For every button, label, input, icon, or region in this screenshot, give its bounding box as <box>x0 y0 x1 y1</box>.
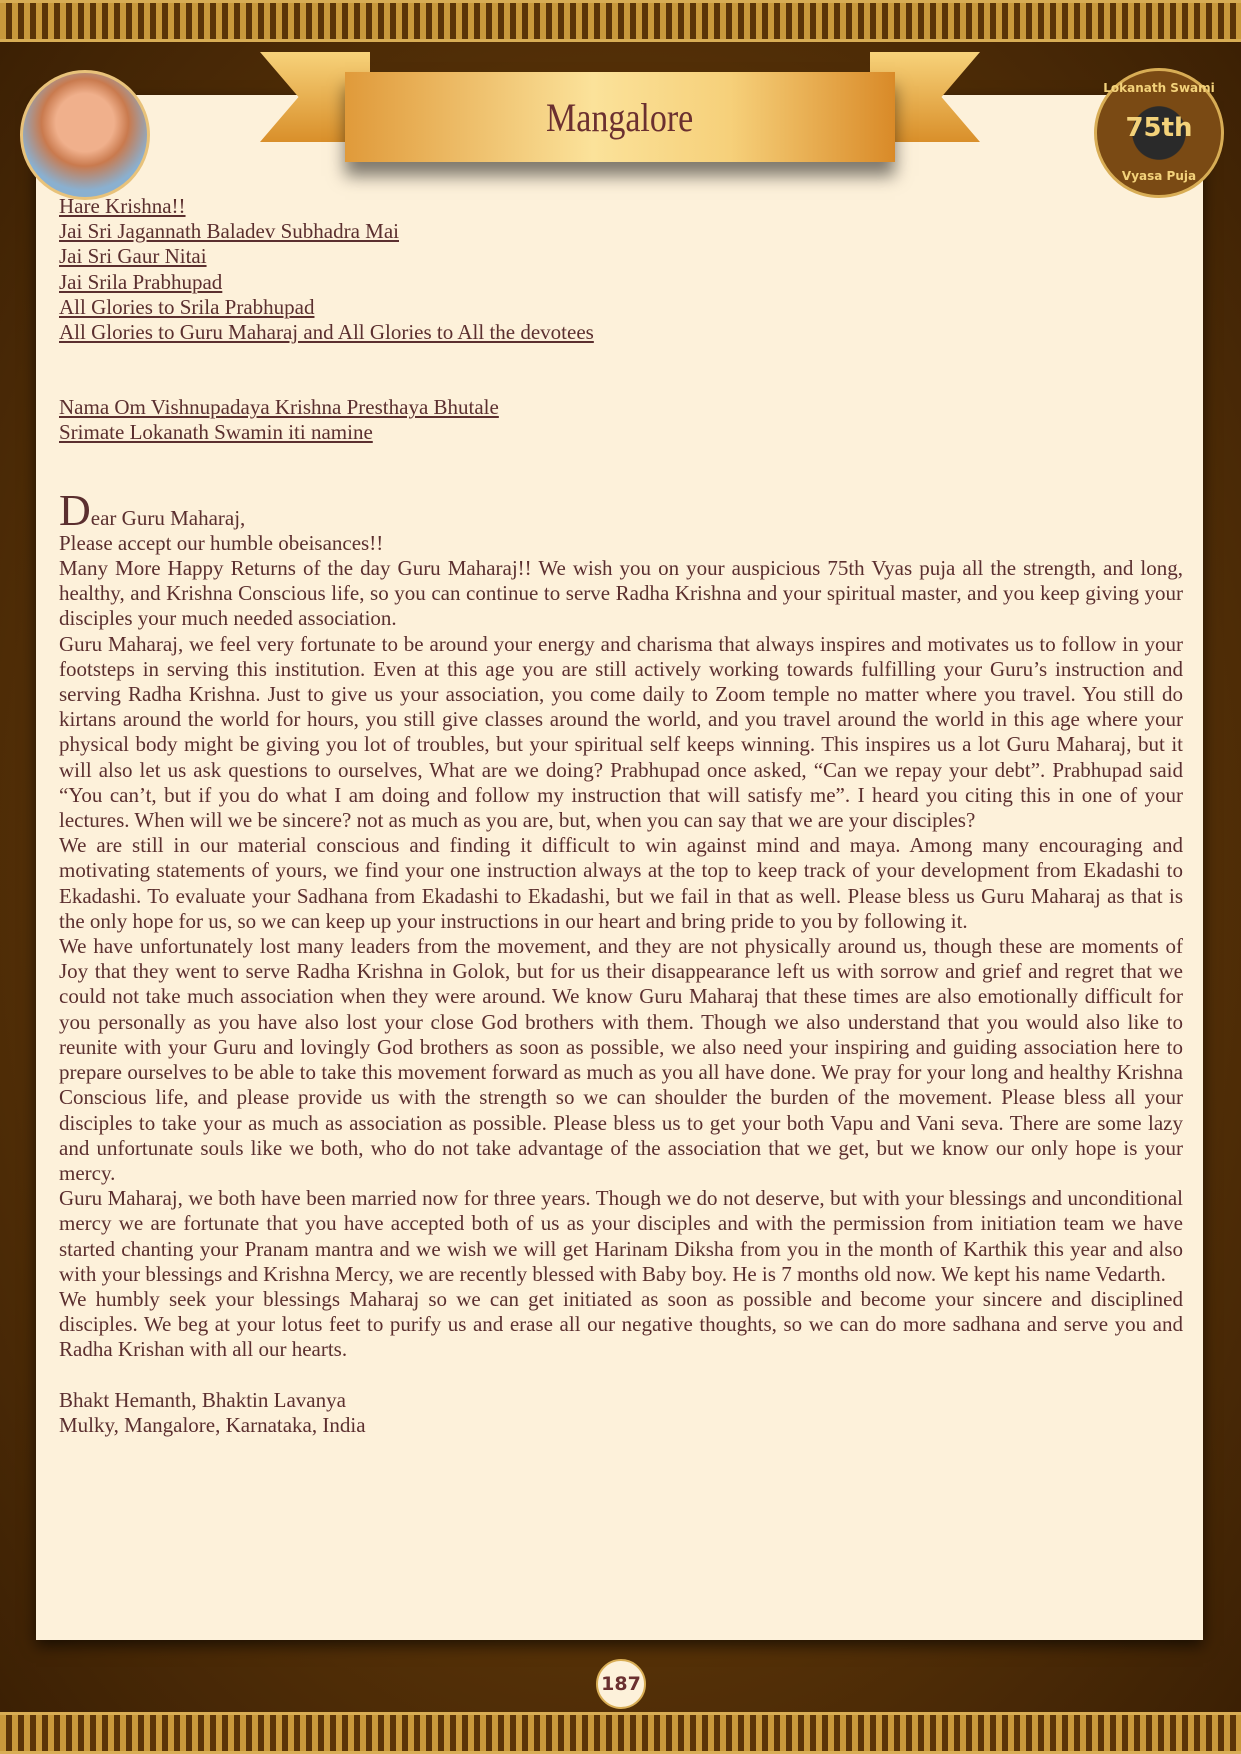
decorative-border-top <box>0 0 1241 42</box>
salutation-text: ear Guru Maharaj, <box>90 505 246 530</box>
paragraph: Guru Maharaj, we both have been married now for three years. Though we do not deserve, but with your blessings and unconditional mercy we are fortunate that you have accepted both of us as your disciples and with the permission from initiation team we have started chanting your Pranam mantra and we wish we will get Harinam Diksha from you in the month of Karthik this year and also with your blessings and Krishna Mercy, we are recently blessed with Baby boy. He is 7 months old now. We kept his name Vedarth. <box>59 1186 1183 1286</box>
seal-number: 75th <box>1125 113 1193 143</box>
seal-bottom-text: Vyasa Puja <box>1121 169 1197 183</box>
page-title: Mangalore <box>546 94 694 140</box>
invocation-line[interactable]: Hare Krishna!! <box>59 194 186 218</box>
invocation-line[interactable]: Jai Sri Gaur Nitai <box>59 244 207 269</box>
pranam-line[interactable]: Nama Om Vishnupadaya Krishna Presthaya Bhutale <box>59 395 499 420</box>
letter-content <box>59 194 1183 1438</box>
invocation-line[interactable]: Jai Srila Prabhupad <box>59 269 223 294</box>
pranam-line[interactable]: Srimate Lokanath Swamin iti namine <box>59 420 373 445</box>
invocation-line[interactable]: All Glories to Srila Prabhupad <box>59 294 315 319</box>
seal-top-text: Lokanath Swami <box>1103 81 1215 95</box>
decorative-border-bottom <box>0 1712 1241 1754</box>
guru-photo <box>20 70 150 200</box>
pranam-mantra <box>59 395 1183 445</box>
signature <box>59 1388 1183 1438</box>
paragraph: We have unfortunately lost many leaders from the movement, and they are not physically around us, though these are moments of Joy that they went to serve Radha Krishna in Golok, but for us their disappearance left us with sorrow and grief and regret that we could not take much association when they were around. We know Guru Maharaj that these times are also emotionally difficult for you personally as you have also lost your close God brothers with them. Though we also understand that you would also like to reunite with your Guru and lovingly God brothers as soon as possible, we also need your inspiring and guiding association here to prepare ourselves to be able to take this movement forward as much as you all have done. We pray for your long and healthy Krishna Conscious life, and please provide us with the strength so we can shoulder the burden of the movement. Please bless all your disciples to take your as much as association as possible. Please bless us to get your both Vapu and Vani seva. There are some lazy and unfortunate souls like we both, who do not take advantage of the association that we get, but we know our only hope is your mercy. <box>59 934 1183 1185</box>
invocations <box>59 194 1183 345</box>
signature-names: Bhakt Hemanth, Bhaktin Lavanya <box>59 1387 346 1412</box>
salutation <box>59 485 1183 535</box>
invocation-line[interactable]: Jai Sri Jagannath Baladev Subhadra Mai <box>59 219 399 244</box>
vyasa-puja-seal-logo <box>1094 68 1224 198</box>
page-number: 187 <box>596 1659 646 1709</box>
invocation-line[interactable]: All Glories to Guru Maharaj and All Glories to All the devotees <box>59 320 594 345</box>
signature-location: Mulky, Mangalore, Karnataka, India <box>59 1412 366 1437</box>
paragraph: Guru Maharaj, we feel very fortunate to be around your energy and charisma that always inspires and motivates us to follow in your footsteps in serving this institution. Even at this age you are still actively working towards fulfilling your Guru’s instruction and serving Radha Krishna. Just to give us your association, you come daily to Zoom temple no matter where you travel. You still do kirtans around the world for hours, you still give classes around the world, and you travel around the world in this age where your physical body might be giving you lot of troubles, but your spiritual self keeps winning. This inspires us a lot Guru Maharaj, but it will also let us ask questions to ourselves, What are we doing? Prabhupad once asked, “Can we repay your debt”. Prabhupad said “You can’t, but if you do what I am doing and follow my instruction that will satisfy me”. I heard you citing this in one of your lectures. When will we be sincere? not as much as you are, but, when you can say that we are your disciples? <box>59 631 1183 833</box>
title-ribbon <box>345 72 895 162</box>
paragraph: We humbly seek your blessings Maharaj so we can get initiated as soon as possible and become your sincere and disciplined disciples. We beg at your lotus feet to purify us and erase all our negative thoughts, so we can do more sadhana and serve you and Radha Krishan with all our hearts. <box>59 1286 1183 1362</box>
paragraph: We are still in our material conscious and finding it difficult to win against mind and maya. Among many encouraging and motivating statements of yours, we find your one instruction always at the top to keep track of your development from Ekadashi to Ekadashi. To evaluate your Sadhana from Ekadashi to Ekadashi, but we fail in that as well. Please bless us Guru Maharaj as that is the only hope for us, so we can keep up your instructions in our heart and bring pride to you by following it. <box>59 833 1183 933</box>
paragraph: Many More Happy Returns of the day Guru Maharaj!! We wish you on your auspicious 75th Vyas puja all the strength, and long, healthy, and Krishna Conscious life, so you can continue to serve Radha Krishna and your spiritual master, and you keep giving your disciples your much needed association. <box>59 556 1183 631</box>
paragraph: Please accept our humble obeisances!! <box>59 530 384 555</box>
drop-cap: D <box>59 485 91 535</box>
